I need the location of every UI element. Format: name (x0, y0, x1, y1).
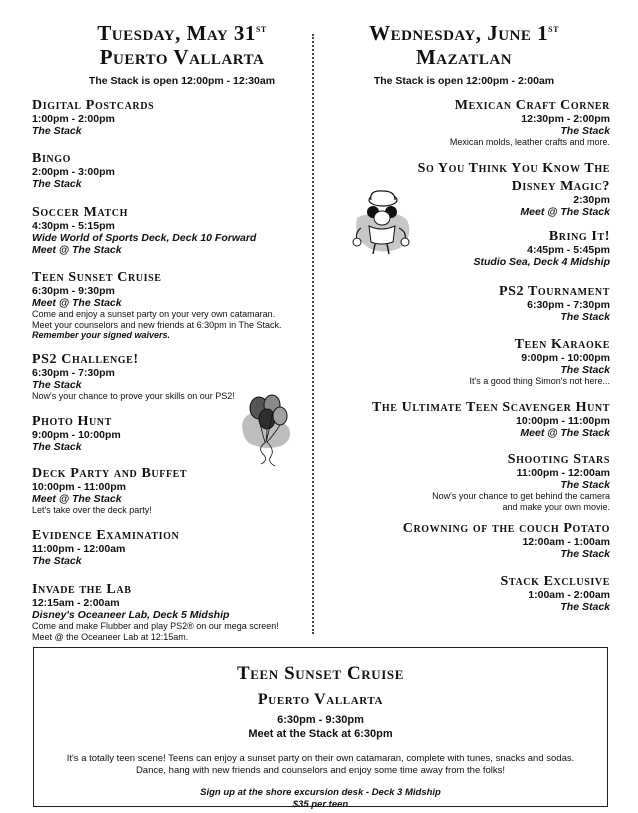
event-time: 6:30pm - 9:30pm (32, 285, 115, 297)
event-time: 10:00pm - 11:00pm (516, 415, 610, 427)
event-title: Shooting Stars (507, 452, 610, 467)
day-title: Tuesday, May 31st (97, 21, 267, 45)
event-location: Wide World of Sports Deck, Deck 10 Forward (32, 232, 257, 244)
promo-price: $35 per teen (292, 798, 349, 810)
column-divider (312, 34, 314, 634)
event-time: 12:00am - 1:00am (522, 536, 610, 548)
event-ps2-tournament (318, 284, 610, 323)
promo-description: It's a totally teen scene! Teens can enjoy a sunset party on their own catamaran, complete with tunes, snacks and sodas. Dance, hang with new friends and counselors and enjoy some time away from the folks! (66, 753, 575, 776)
event-description-2: Meet @ the Oceaneer Lab at 12:15am. (32, 631, 189, 642)
promo-signup: Sign up at the shore excursion desk - Deck 3 Midship (200, 787, 441, 798)
balloons-illustration (237, 392, 295, 470)
event-location: Meet @ The Stack (520, 206, 610, 218)
event-title: Deck Party and Buffet (32, 466, 188, 481)
open-hours: The Stack is open 12:00pm - 2:00am (373, 75, 555, 87)
event-couch-potato (318, 521, 610, 560)
event-description-2: and make your own movie. (502, 501, 610, 512)
event-location: The Stack (560, 548, 610, 560)
event-title: Evidence Examination (32, 528, 180, 543)
event-location: The Stack (32, 441, 82, 453)
event-location: Disney's Oceaneer Lab, Deck 5 Midship (32, 609, 230, 621)
event-digital-postcards (32, 98, 332, 137)
event-title: Photo Hunt (32, 414, 112, 429)
event-soccer-match (32, 205, 332, 256)
event-time: 4:30pm - 5:15pm (32, 220, 115, 232)
event-title: Bring It! (548, 229, 610, 244)
event-location: The Stack (560, 364, 610, 376)
event-title: Mexican Craft Corner (454, 98, 610, 113)
event-note: Remember your signed waivers. (32, 330, 171, 340)
event-title: The Ultimate Teen Scavenger Hunt (371, 400, 610, 415)
event-location: Meet @ The Stack (32, 297, 122, 309)
event-location: Studio Sea, Deck 4 Midship (473, 256, 610, 268)
event-title: So You Think You Know The (417, 161, 610, 176)
event-time: 9:00pm - 10:00pm (521, 352, 610, 364)
event-location: The Stack (32, 379, 82, 391)
event-description: Come and make Flubber and play PS2® on our mega screen! (32, 621, 279, 631)
event-time: 9:00pm - 10:00pm (32, 429, 121, 441)
event-location: The Stack (32, 125, 82, 137)
promo-time: 6:30pm - 9:30pm (277, 714, 364, 726)
event-description: Come and enjoy a sunset party on your very own catamaran. (32, 309, 276, 319)
port-name: Puerto Vallarta (99, 45, 265, 69)
event-time: 2:30pm (573, 194, 610, 206)
event-location-meet: Meet @ The Stack (32, 244, 122, 256)
event-title: Soccer Match (32, 205, 128, 220)
event-deck-party (32, 466, 332, 516)
event-description-2: Meet your counselors and new friends at 6:30pm in The Stack. (32, 319, 282, 330)
event-shooting-stars (318, 452, 610, 512)
event-time: 4:45pm - 5:45pm (527, 244, 610, 256)
event-description: Mexican molds, leather crafts and more. (449, 137, 610, 147)
event-title: Digital Postcards (32, 98, 155, 113)
event-location: The Stack (32, 178, 82, 190)
event-location: The Stack (32, 555, 82, 567)
event-description: It's a good thing Simon's not here... (469, 376, 610, 386)
event-teen-karaoke (318, 337, 610, 387)
event-title: Invade the Lab (32, 582, 132, 597)
port-name: Mazatlan (415, 45, 513, 69)
event-description: Now's your chance to prove your skills on our PS2! (32, 391, 235, 401)
event-description: Let's take over the deck party! (32, 505, 152, 515)
event-location: The Stack (560, 125, 610, 137)
event-title: Crowning of the couch Potato (402, 521, 610, 536)
event-invade-the-lab (32, 582, 332, 642)
event-location: Meet @ The Stack (32, 493, 122, 505)
event-evidence-examination (32, 528, 332, 567)
event-title: Stack Exclusive (500, 574, 610, 589)
open-hours: The Stack is open 12:00pm - 12:30am (88, 75, 276, 87)
event-stack-exclusive (318, 574, 610, 613)
event-time: 1:00am - 2:00am (528, 589, 610, 601)
event-teen-sunset-cruise (32, 270, 332, 341)
event-location: The Stack (560, 479, 610, 491)
event-time: 11:00pm - 12:00am (516, 467, 610, 479)
event-time: 12:15am - 2:00am (32, 597, 120, 609)
event-location: The Stack (560, 601, 610, 613)
event-location: Meet @ The Stack (520, 427, 610, 439)
promo-title: Teen Sunset Cruise (236, 663, 405, 684)
event-time: 1:00pm - 2:00pm (32, 113, 115, 125)
event-title: Teen Karaoke (514, 337, 610, 352)
event-title: PS2 Challenge! (32, 352, 139, 367)
event-mexican-craft-corner (318, 98, 610, 148)
day-title: Wednesday, June 1st (369, 21, 559, 45)
tuesday-header (32, 21, 332, 87)
event-title: Bingo (32, 151, 72, 166)
event-time: 11:00pm - 12:00am (32, 543, 126, 555)
promo-meet: Meet at the Stack at 6:30pm (248, 728, 393, 740)
event-description: Now's your chance to get behind the camera (432, 491, 610, 501)
promo-port: Puerto Vallarta (257, 691, 384, 708)
event-time: 6:30pm - 7:30pm (32, 367, 115, 379)
event-time: 2:00pm - 3:00pm (32, 166, 115, 178)
mickey-illustration (347, 188, 415, 258)
event-location: The Stack (560, 311, 610, 323)
teen-sunset-cruise-promo (33, 647, 608, 810)
event-bingo (32, 151, 332, 190)
event-time: 6:30pm - 7:30pm (527, 299, 610, 311)
event-scavenger-hunt (318, 400, 610, 439)
wednesday-header (318, 21, 610, 87)
event-title-2: Disney Magic? (511, 179, 610, 194)
event-title: Teen Sunset Cruise (32, 270, 162, 285)
event-title: PS2 Tournament (499, 284, 610, 299)
event-time: 12:30pm - 2:00pm (521, 113, 610, 125)
event-time: 10:00pm - 11:00pm (32, 481, 126, 493)
